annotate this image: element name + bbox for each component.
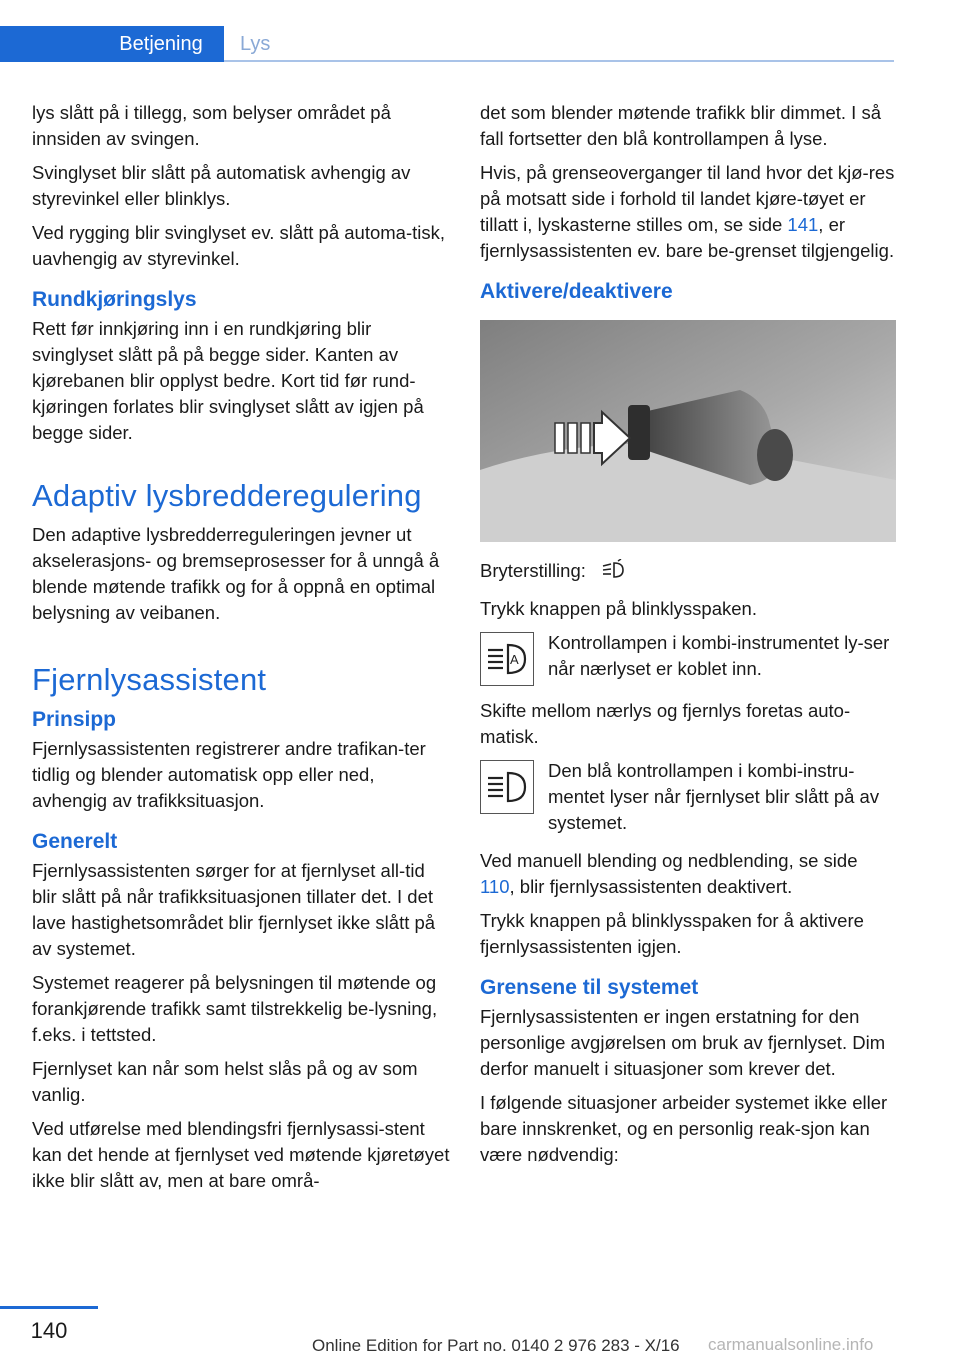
paragraph: Trykk knappen på blinklysspaken for å aktivere fjernlysassistenten igjen. <box>480 910 864 957</box>
paragraph: det som blender møtende trafikk blir dimmet. I så fall fortsetter den blå kontrollampen å lyse. <box>480 102 881 149</box>
turn-signal-stalk-photo <box>480 320 896 542</box>
paragraph: Ved manuell blending og nedblending, se side 110, blir fjernlysassistenten deaktivert. <box>480 850 858 897</box>
edition-label: Online Edition for Part no. 0140 2 976 283 - X/16 <box>312 1336 680 1355</box>
paragraph: Bryterstilling: <box>480 558 896 588</box>
page-number: 140 <box>30 1318 68 1343</box>
paragraph: Rett før innkjøring inn i en rundkjøring blir svinglyset slått på på begge sider. Kanten av kjørebanen blir opplyst bedre. Kort tid før rund‐kjøringen forlates blir svinglyset slått av igjen på begge sider. <box>32 318 424 443</box>
paragraph: Fjernlysassistenten er ingen erstatning for den personlige avgjørelsen om bruk av fjernlyset. Dim derfor manuelt i situasjoner som krever det. <box>480 1006 886 1079</box>
paragraph: Trykk knappen på blinklysspaken. <box>480 598 757 619</box>
high-beam-assist-icon <box>601 559 627 588</box>
heading-prinsipp: Prinsipp <box>32 708 117 731</box>
paragraph: Hvis, på grenseoverganger til land hvor det kjø‐res på motsatt side i forhold til landet kjøre‐tøyet er tillatt i, lyskasterne stilles om, se side 141, er fjernlysassistenten ev. bare be‐grenset tilgjengelig. <box>480 162 895 261</box>
paragraph: Ved utførelse med blendingsfri fjernlysassi‐stent kan det hende at fjernlyset ved møtende kjøretøyet ikke blir slått av, men at bare områ‐ <box>32 1118 450 1191</box>
heading-aktivere-deaktivere: Aktivere/deaktivere <box>480 280 673 303</box>
page-link-141[interactable]: 141 <box>787 214 819 235</box>
paragraph: lys slått på i tillegg, som belyser området på innsiden av svingen. <box>32 102 391 149</box>
paragraph: Fjernlyset kan når som helst slås på og av som vanlig. <box>32 1058 418 1105</box>
paragraph: Systemet reagerer på belysningen til møtende og forankjørende trafikk samt tilstrekkelig be‐lysning, f.eks. i tettsted. <box>32 972 438 1045</box>
watermark: carmanualsonline.info <box>708 1335 874 1354</box>
paragraph: Fjernlysassistenten sørger for at fjernlyset all‐tid blir slått på når trafikksituasjonen tillater det. I det lave hastighetsområdet blir fjernlyset ikke slått på av systemet. <box>32 860 436 959</box>
indicator-description: Kontrollampen i kombi-instrumentet ly‐ser når nærlyset er koblet inn. <box>548 632 890 679</box>
heading-rundkjoringslys: Rundkjøringslys <box>32 288 197 311</box>
heading-adaptiv-lysbredderegulering: Adaptiv lysbredderegulering <box>32 478 422 513</box>
low-beam-indicator-row <box>480 630 896 686</box>
heading-grensene-til-systemet: Grensene til systemet <box>480 976 699 999</box>
paragraph: Skifte mellom nærlys og fjernlys foretas auto‐matisk. <box>480 700 851 747</box>
footer-rule <box>0 1306 98 1309</box>
right-column <box>480 100 896 1176</box>
heading-fjernlysassistent: Fjernlysassistent <box>32 662 267 697</box>
page-link-110[interactable]: 110 <box>480 876 510 897</box>
header-rule <box>224 60 894 62</box>
page-header <box>0 0 960 62</box>
header-bar <box>0 26 98 62</box>
low-beam-assist-indicator-icon <box>480 632 534 686</box>
paragraph: I følgende situasjoner arbeider systemet ikke eller bare innskrenket, og en personlig reak‐sjon kan være nødvendig: <box>480 1092 888 1165</box>
stalk-illustration <box>480 320 896 542</box>
paragraph: Den adaptive lysbredderreguleringen jevner ut akselerasjons- og bremseprosesser for å unngå å blende møtende trafikk og for å oppnå en optimal belysning av veibanen. <box>32 524 440 623</box>
heading-generelt: Generelt <box>32 830 118 853</box>
paragraph: Ved rygging blir svinglyset ev. slått på automa‐tisk, uavhengig av styrevinkel. <box>32 222 446 269</box>
high-beam-indicator-row <box>480 758 896 836</box>
section-tab-lys[interactable]: Lys <box>240 33 271 55</box>
left-column <box>32 100 452 1202</box>
paragraph: Svinglyset blir slått på automatisk avhengig av styrevinkel eller blinklys. <box>32 162 411 209</box>
section-tab-betjening[interactable]: Betjening <box>98 26 224 62</box>
high-beam-indicator-icon <box>480 760 534 814</box>
paragraph: Fjernlysassistenten registrerer andre trafikan‐ter tidlig og blender automatisk opp eller ned, avhengig av trafikksituasjon. <box>32 738 426 811</box>
svg-text:A: A <box>510 652 519 667</box>
indicator-description: Den blå kontrollampen i kombi-instru‐mentet lyser når fjernlyset blir slått på av systemet. <box>548 760 880 833</box>
